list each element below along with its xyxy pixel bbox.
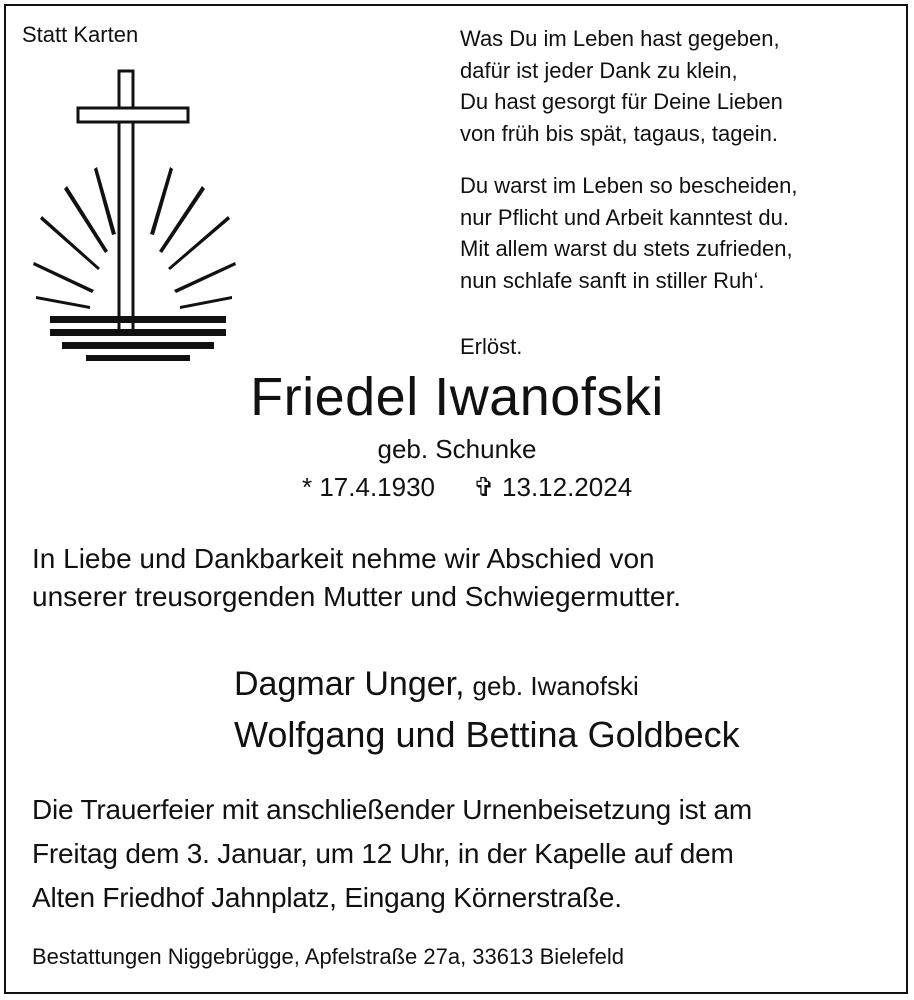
deceased-name: Friedel Iwanofski [250, 367, 664, 427]
mourner-2: Wolfgang und Bettina Goldbeck [234, 714, 740, 755]
erloest-label: Erlöst. [460, 334, 523, 359]
funeral-line: Alten Friedhof Jahnplatz, Eingang Körnerstraße. [32, 882, 622, 913]
poem-line: nun schlafe sanft in stiller Ruh‘. [460, 267, 765, 293]
poem-stanza-2 [460, 170, 798, 296]
farewell-line: unserer treusorgenden Mutter und Schwiegermutter. [32, 581, 682, 612]
poem-stanza-1 [460, 23, 783, 149]
mourner-born-name: geb. Iwanofski [472, 671, 639, 701]
poem-line: Du hast gesorgt für Deine Lieben [460, 89, 783, 114]
statt-karten-label: Statt Karten [22, 22, 139, 47]
deceased-born-name: geb. Schunke [377, 434, 537, 464]
poem-line: Du warst im Leben so bescheiden, [460, 173, 798, 198]
poem-line: Was Du im Leben hast gegeben, [460, 26, 780, 51]
life-dates [302, 472, 632, 503]
poem-line: nur Pflicht und Arbeit kanntest du. [460, 204, 789, 230]
farewell-line: In Liebe und Dankbarkeit nehme wir Abschied von [32, 543, 655, 574]
poem-line: Mit allem warst du stets zufrieden, [460, 236, 793, 261]
farewell-message [32, 540, 681, 616]
poem-line: von früh bis spät, tagaus, tagein. [460, 120, 778, 146]
cross-sunrise-icon [30, 68, 250, 368]
funeral-line: Die Trauerfeier mit anschließender Urnenbeisetzung ist am [32, 794, 753, 825]
death-date: ✞ 13.12.2024 [473, 472, 633, 502]
mourner-1 [234, 665, 639, 704]
funeral-info [32, 788, 752, 920]
poem-line: dafür ist jeder Dank zu klein, [460, 57, 738, 83]
undertaker-info: Bestattungen Niggebrügge, Apfelstraße 27a, 33613 Bielefeld [32, 944, 624, 969]
birth-date: * 17.4.1930 [302, 472, 436, 502]
funeral-line: Freitag dem 3. Januar, um 12 Uhr, in der Kapelle auf dem [32, 838, 734, 869]
mourner-name: Dagmar Unger, [234, 665, 465, 703]
